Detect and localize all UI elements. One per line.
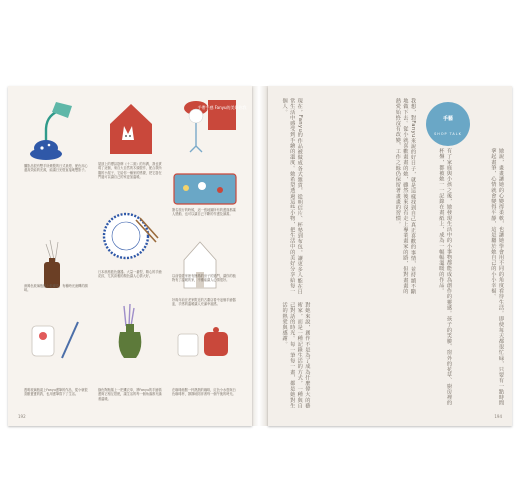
book-gutter (250, 86, 268, 426)
caption-cup-kettle: 在咖啡館點一杯熱熱的咖啡，紅色小水壺與白色咖啡杯，靜靜地陪伴著每一個午後的時光。 (172, 388, 236, 397)
caption-white-house: 以前曾經家裡有簡易的房子的過門，讓你的植物有了溫暖的家，不僅能讓人心情很好。 (172, 274, 236, 283)
article-paragraph-4: 現在，Fanyu的作品被做成各式雜貨，從明信片、杯墊到布包，讓更多人能在日常生活中感受到手繪的溫度。她希望透過這些小物，把生活中的美好分享給每一個人。 (281, 98, 303, 295)
left-page (8, 86, 252, 426)
doll-photo (170, 96, 247, 160)
badge-title: 手藝 (442, 116, 453, 122)
lamp-illustration (22, 96, 92, 160)
page-number-right: 194 (494, 414, 502, 419)
green-vase-illustration (96, 302, 166, 366)
lamp-photo (22, 96, 92, 160)
article-paragraph-5: 對她來說，創作不是為了成為什麼偉大的藝術家，而是一種記錄生活的方式，一種與自己對話的時光。每一筆每一畫，都是她對生活的熱愛與感謝。 (281, 302, 311, 409)
white-house-illustration (170, 232, 240, 296)
caption-brown-bottle: 深褐色玻璃瓶配上乾燥花，有種時光流轉的韻味。 (24, 284, 88, 293)
glass-jar-photo (22, 310, 92, 374)
badge-subtitle: SHOP TALK (434, 132, 462, 136)
shop-talk-badge (426, 102, 470, 146)
article-paragraph-3: 她說，畫畫讓她的心變得柔軟，也讓她學會用不同的角度看待生活。即使每天都很忙碌，只要有一點時間拿起畫筆，心情就會變得平靜，這是屬於她自己的小小幸福。 (490, 148, 504, 406)
white-house-photo (170, 232, 240, 296)
house-sign-illustration (96, 96, 166, 160)
caption-green-vase: 綠色陶瓶插上一把薰衣草，將Fanyu的手繪插畫與它相互搭配，讓生活的每一個角落都充滿著溫暖。 (98, 388, 162, 401)
cup-kettle-photo (170, 310, 240, 374)
map-tray-illustration (170, 168, 240, 232)
article-paragraph-1: 我想，對Fanyu來說的好日子，就是這樣找到自己真正喜歡的事情，並持續不斷地做下去。從小就喜歡畫畫的她，雖然後來沒有走上專業畫家的路，但對畫畫的熱愛始終沒有改變，工作之餘仍保留著畫畫的習慣。 (394, 98, 416, 295)
caption-glass-jar: 透明玻璃瓶裝上Fanyu畫筆的作品，從小就很喜歡畫畫的我，也用畫筆寫下了生活。 (24, 388, 88, 397)
cup-kettle-illustration (170, 310, 240, 374)
badge-line-1: 手帶手感 Fanyu的美好你我 (197, 105, 247, 110)
caption-antique: 好幾年前在老家附近的古董店看中這個手繪器皿，手感的溫暖讓人充滿幸福感。 (172, 298, 236, 307)
caption-plate: 日本風格藍色盤器。大量一番型，精心的手繪花紋，尤其高雅的顏色讓人心情大好。 (98, 270, 162, 279)
caption-map-tray: 簽名旅行的時候，這一張地圖所有的畫面都讓人感動，也可以讓自己不斷的作畫及讀書。 (172, 208, 236, 217)
doll-illustration (170, 96, 247, 160)
caption-lamp: 攝影品很有雙手所燒製的日式桌燈，配色用心還高效能的光源，能讓日光燈直接地雙影子。 (24, 164, 88, 173)
article-paragraph-2: 有了家庭與小孩之後，她發現生活中的小事物都能成為創作的靈感。孩子的笑臉、窗外的花草、廚房裡的杯盤，都被她一一記錄在畫紙上，成為一幅幅溫暖的作品。 (438, 148, 452, 406)
glass-jar-illustration (22, 310, 92, 374)
plate-photo (96, 206, 166, 270)
right-page (268, 86, 512, 426)
plate-illustration (96, 206, 166, 270)
map-tray-photo (170, 168, 240, 232)
house-sign-photo (96, 96, 166, 160)
page-number-left: 192 (18, 414, 26, 419)
green-vase-photo (96, 302, 166, 366)
caption-house-sign: 屋頂上的標誌掛牌《十二面》的布偶，我也實現了這個，來自大自然的木頭製作，配合我所擬的小屋子，它給你一種家的感覺，把它掛在門邊可以讓自己的家更加溫暖。 (98, 162, 162, 180)
